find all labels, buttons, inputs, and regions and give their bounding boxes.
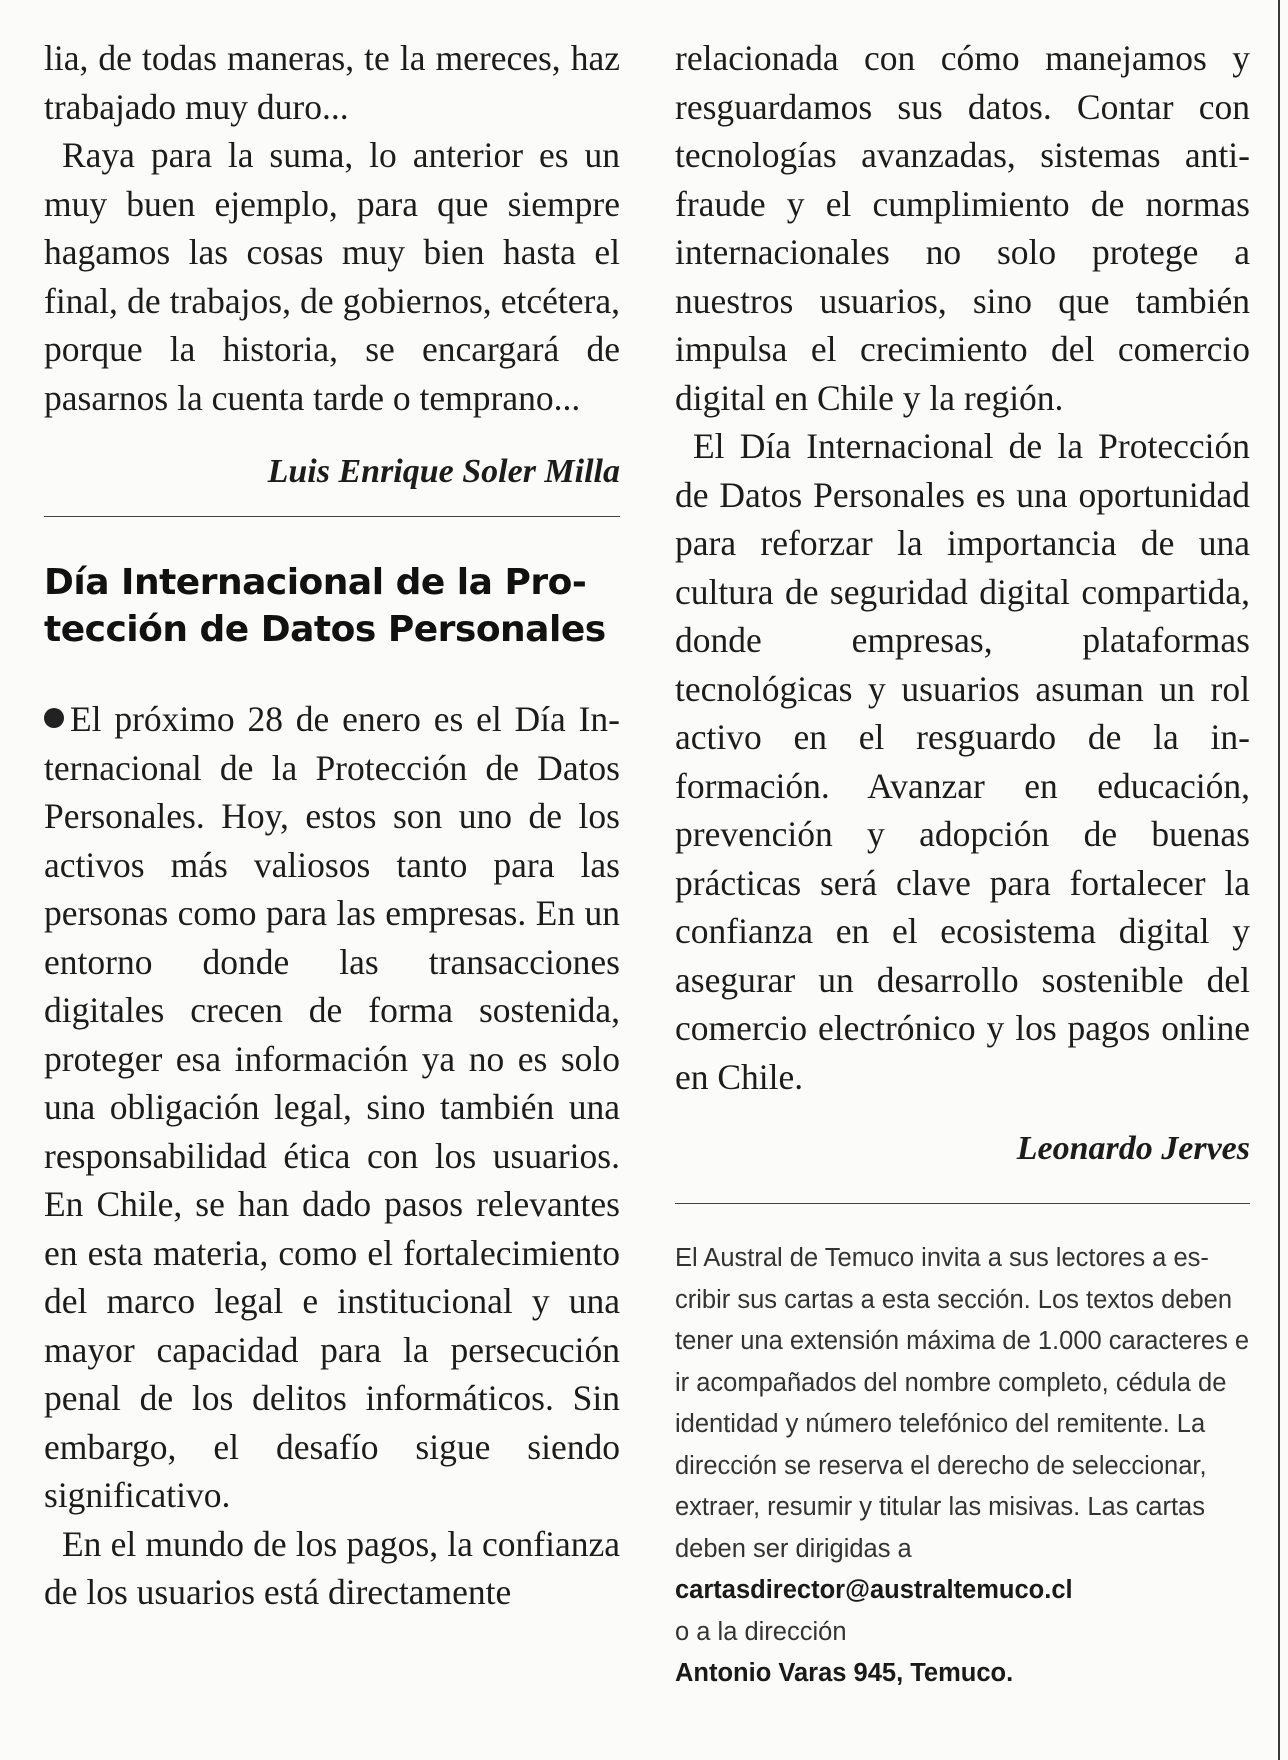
article-paragraph: En el mundo de los pagos, la confianza de los usuarios está directamente — [44, 1523, 620, 1612]
page-edge-rule — [1278, 0, 1280, 1760]
notice-connector: o a la dirección — [675, 1617, 847, 1646]
letter-closing-paragraph: Raya para la suma, lo anterior es un muy buen ejemplo, para que siempre hagamos las cosas muy bien hasta el final, de trabajos, de gobiernos, etcétera, porque la historia, se encargará de pasarnos la cuenta tarde o temprano... — [44, 135, 620, 418]
notice-email[interactable]: cartasdirector@australtemuco.cl — [675, 1576, 1073, 1604]
article-lead-paragraph: El próximo 28 de enero es el Día Internacional de la Protección de Datos Personales. Hoy, estos son uno de los activos más valiosos tanto para las personas como para las empresas. En un entorno donde las transacciones digitales crecen de forma sostenida, proteger esa información ya no es solo una obligación legal, sino también una responsabilidad ética con los usuarios. En Chile, se han dado pasos relevantes en esta materia, como el fortalecimiento del marco legal e institucional y una mayor capacidad para la persecución penal de los delitos informáticos. Sin embargo, el desafío sigue siendo significativo. — [44, 699, 620, 1515]
notice-address: Antonio Varas 945, Temuco. — [675, 1659, 1014, 1687]
letters-notice — [675, 1238, 1250, 1695]
left-column — [44, 34, 620, 1617]
article-paragraph: relacionada con cómo manejamos y resguardamos sus datos. Contar con tecnologías avanzadas, sistemas antifraude y el cumplimiento de normas internacionales no solo protege a nuestros usuarios, sino que también impulsa el crecimiento del comercio digital en Chile y la región. — [675, 38, 1250, 418]
article-paragraph: El Día Internacional de la Protección de Datos Personales es una oportunidad para reforzar la importancia de una cultura de seguridad digital compartida, donde empresas, plataformas tecnológicas y usuarios asuman un rol activo en el resguardo de la información. Avanzar en educación, prevención y adopción de buenas prácticas será clave para fortalecer la confianza en el ecosistema digital y asegurar un desarrollo sostenible del comercio electrónico y los pagos online en Chile. — [675, 426, 1250, 1097]
article-signature: Leonardo Jerves — [1016, 1130, 1250, 1167]
letter-continuation: lia, de todas maneras, te la mereces, haz trabajado muy duro... — [44, 38, 620, 127]
bullet-icon — [44, 708, 64, 728]
notice-text: El Austral de Temuco invita a sus lectores a escribir sus cartas a esta sección. Los textos deben tener una extensión máxima de 1.000 caracteres e ir acompañados del nombre completo, cédula de identidad y número telefónico del remitente. La dirección se reserva el derecho de seleccionar, extraer, resumir y titular las misivas. Las cartas deben ser dirigidas a — [675, 1244, 1250, 1563]
right-column — [675, 34, 1250, 1695]
article-headline: Día Internacional de la Protección de Datos Personales — [44, 562, 606, 650]
letter-signature: Luis Enrique Soler Milla — [267, 453, 620, 490]
